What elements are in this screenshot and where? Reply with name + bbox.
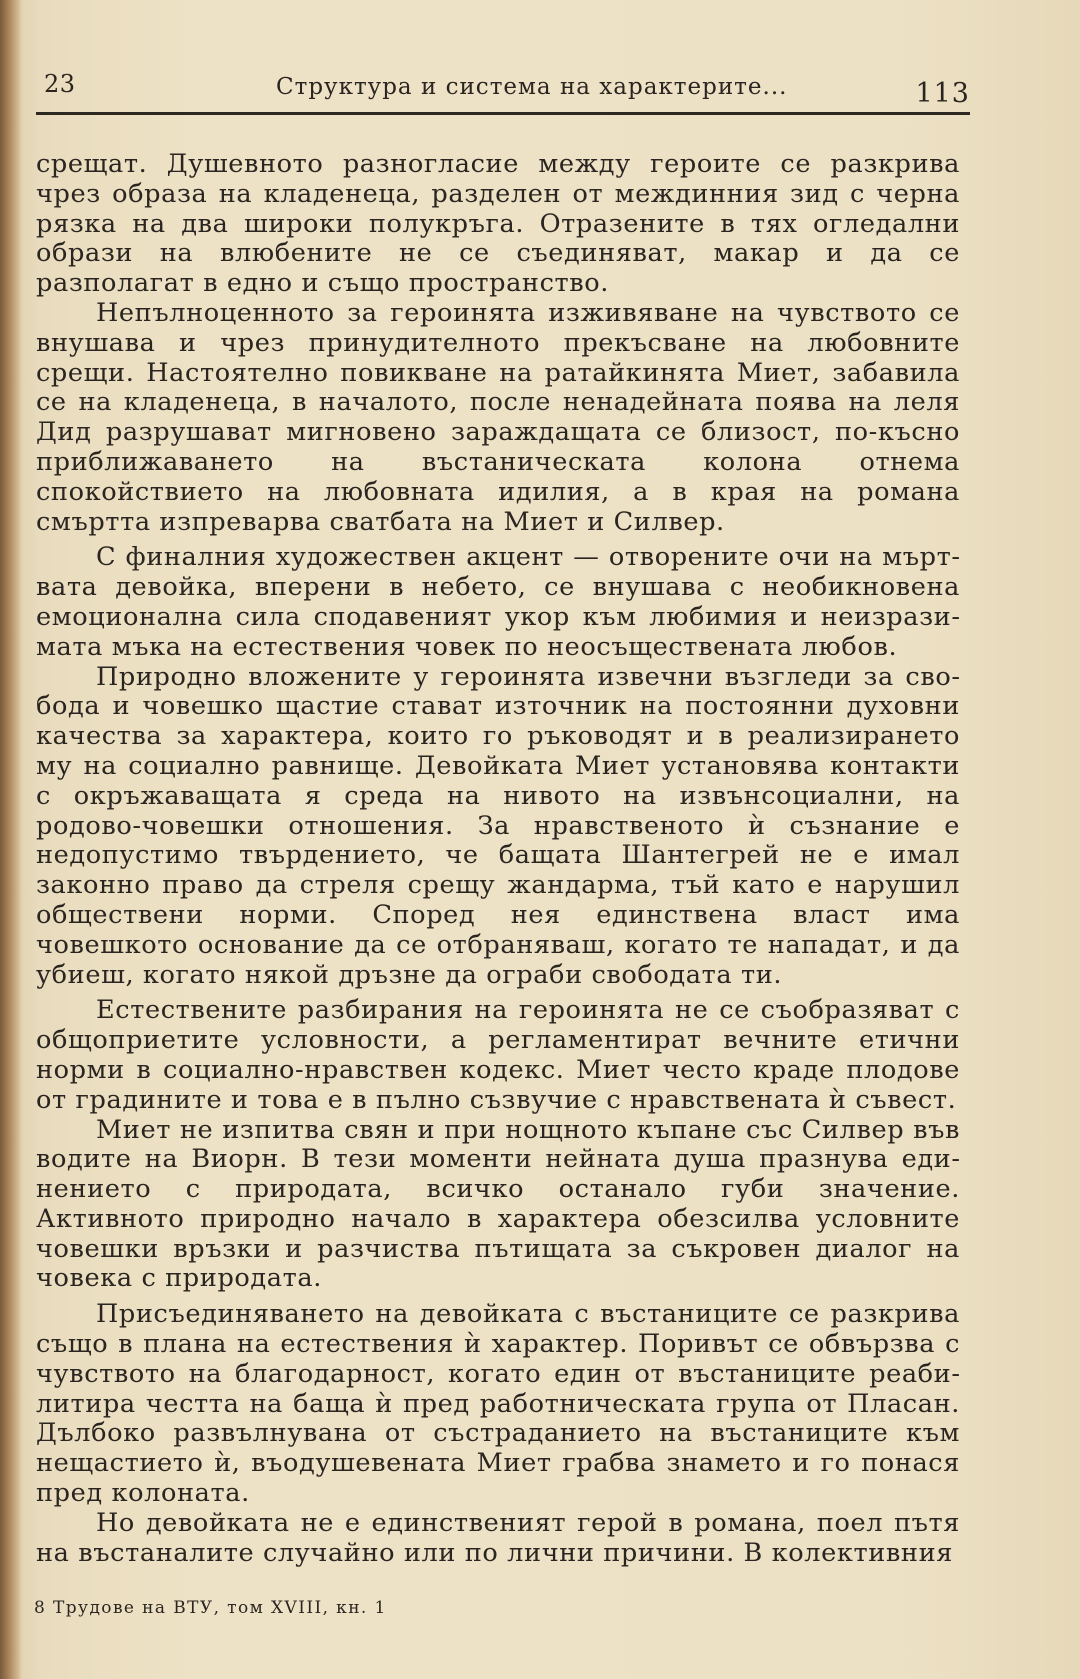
running-header — [40, 62, 970, 112]
header-divider — [36, 112, 970, 115]
paragraph-8: Но девойката не е единственият герой в романа, поел пътя на въстаналите случайно или по лични причини. В колективния — [36, 1507, 960, 1568]
footer-signature: 8 Трудове на ВТУ, том XVIII, кн. 1 — [34, 1598, 387, 1618]
paragraph-6: Миет не изпитва свян и при нощното къпане със Силвер във водите на Виорн. В тези моменти нейната душа празнува единението с природата, всичко останало губи значение. Активното природно начало в характера обезсилва условните човешки връзки и разчиства пътищата за съкровен диалог на човека с природата. — [36, 1114, 960, 1294]
paragraph-2: Непълноценното за героинята изживяване на чувството се внушава и чрез принудителното прекъсване на любовните срещи. Настоятелно повикване на ратайкинята Миет, забавила се на кладенеца, в началото, после ненадейната поява на леля Дид разрушават мигновено зараждащата се близост, по-късно приближаването на въстаническата колона отнема спокойствието на любовната идилия, а в края на романа смъртта изпреварва сватбата на Миет и Силвер. — [36, 297, 960, 537]
body-text — [36, 150, 960, 1568]
page-number: 113 — [915, 78, 970, 109]
paragraph-1: срещат. Душевното разногласие между героите се разкрива чрез образа на кладенеца, разделен от междинния зид с черна рязка на два широки полукръга. Отразените в тях огледални образи на влюбените не се съединяват, макар и да се разполагат в едно и също пространство. — [36, 149, 960, 299]
paragraph-7: Присъединяването на девойката с въстаниците се разкрива също в плана на естествения ѝ характер. Поривът се обвързва с чувството на благодарност, когато един от въстаниците реабилитира честта на баща ѝ пред работническата група от Пласан. Дълбоко развълнувана от състраданието на въстаниците към нещастието ѝ, въодушевената Миет грабва знамето и го понася пред колоната. — [36, 1299, 960, 1509]
header-section-number: 23 — [44, 70, 76, 98]
paragraph-4: Природно вложените у героинята извечни възгледи за свобода и човешко щастие стават източник на постоянни духовни качества за характера, които го ръководят и в реализирането му на социално равнище. Девойката Миет установява контакти с окръжаващата я среда на нивото на извънсоциални, на родово-човешки отношения. За нравственото ѝ съзнание е недопустимо твърдението, че бащата Шантегрей не е имал законно право да стреля срещу жандарма, тъй като е нарушил обществени норми. Според нея единствена власт има човешкото основание да се отбраняваш, когато те нападат, и да убиеш, когато някой дръзне да ограби свободата ти. — [36, 661, 960, 990]
paragraph-5: Естествените разбирания на героинята не се съобразяват с общоприетите условности, а регламентират вечните етични норми в социално-нравствен кодекс. Миет често краде плодове от градините и това е в пълно съзвучие с нравствената ѝ съвест. — [36, 995, 960, 1115]
paragraph-3: С финалния художествен акцент — отворените очи на мъртвата девойка, вперени в небето, се внушава с необикновена емоционална сила сподавеният укор към любимия и неизразимата мъка на естествения човек по неосъществената любов. — [36, 542, 960, 662]
header-title: Структура и система на характерите... — [276, 74, 788, 100]
binding-edge — [0, 0, 22, 1679]
